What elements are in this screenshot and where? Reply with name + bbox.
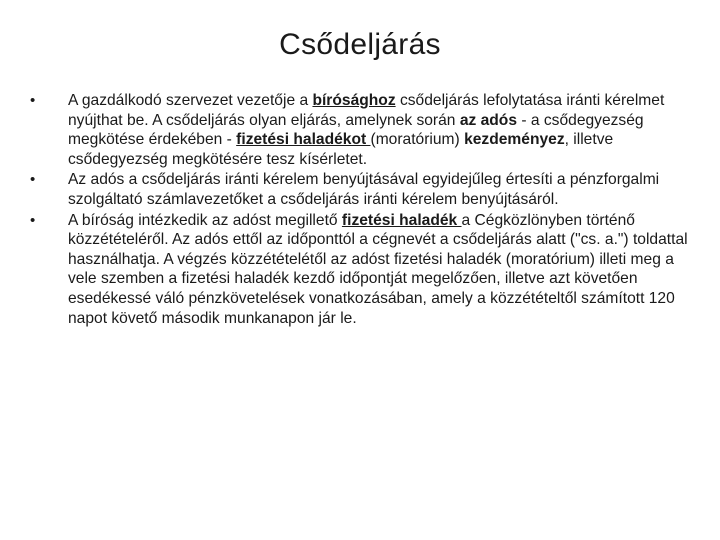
bullet-1-emphasis-payment-deferral: fizetési haladékot [236,131,371,149]
bullet-3-emphasis-payment-deferral: fizetési haladék [341,211,462,229]
bullet-1-text: - a csődegyezség megkötése érdekében - [68,111,644,149]
bullet-1-emphasis-debtor: az adós [459,111,518,129]
slide-title: Csődeljárás [279,28,441,61]
bullet-1-emphasis-initiates: kezdeményez [464,131,565,149]
bullet-item-1 [30,91,690,169]
bullet-1-text: , illetve csődegyezség megkötésére tesz kísérletet. [68,131,614,168]
bullet-1-emphasis-court: bírósághoz [312,92,396,109]
bullet-2-text: Az adós a csődeljárás iránti kérelem benyújtásával egyidejűleg értesíti a pénzforgalmi szolgáltató számlavezetőket a csődeljárás iránti kérelem benyújtásáról. [68,171,660,208]
bullet-3-text: A bíróság intézkedik az adóst megillető [68,211,342,229]
bullet-3-text: a Cégközlönyben történő közzétételéről. Az adós ettől az időponttól a cégnevét a csődeljárás alatt ("cs. a.") toldattal használhatja. A végzés közzétételétől az adóst fizetési haladék (moratórium) illeti meg a vele szemben a fizetési haladék kezdő időpontját megelőzően, illetve azt követően esedékessé váló pénzkövetelések vonatkozásában, amely a közzétételtől számított 120 napot követő második munkanapon jár le. [68,211,688,327]
bullet-item-2 [30,170,690,209]
bullet-item-3 [30,211,690,329]
bullet-1-text: A gazdálkodó szervezet vezetője a [68,92,313,109]
bullet-list [30,91,690,329]
bullet-1-text: csődeljárás lefolytatása iránti kérelmet nyújthat be. A csődeljárás olyan eljárás, amelynek során [68,92,665,129]
bullet-1-text: (moratórium) [370,131,465,149]
